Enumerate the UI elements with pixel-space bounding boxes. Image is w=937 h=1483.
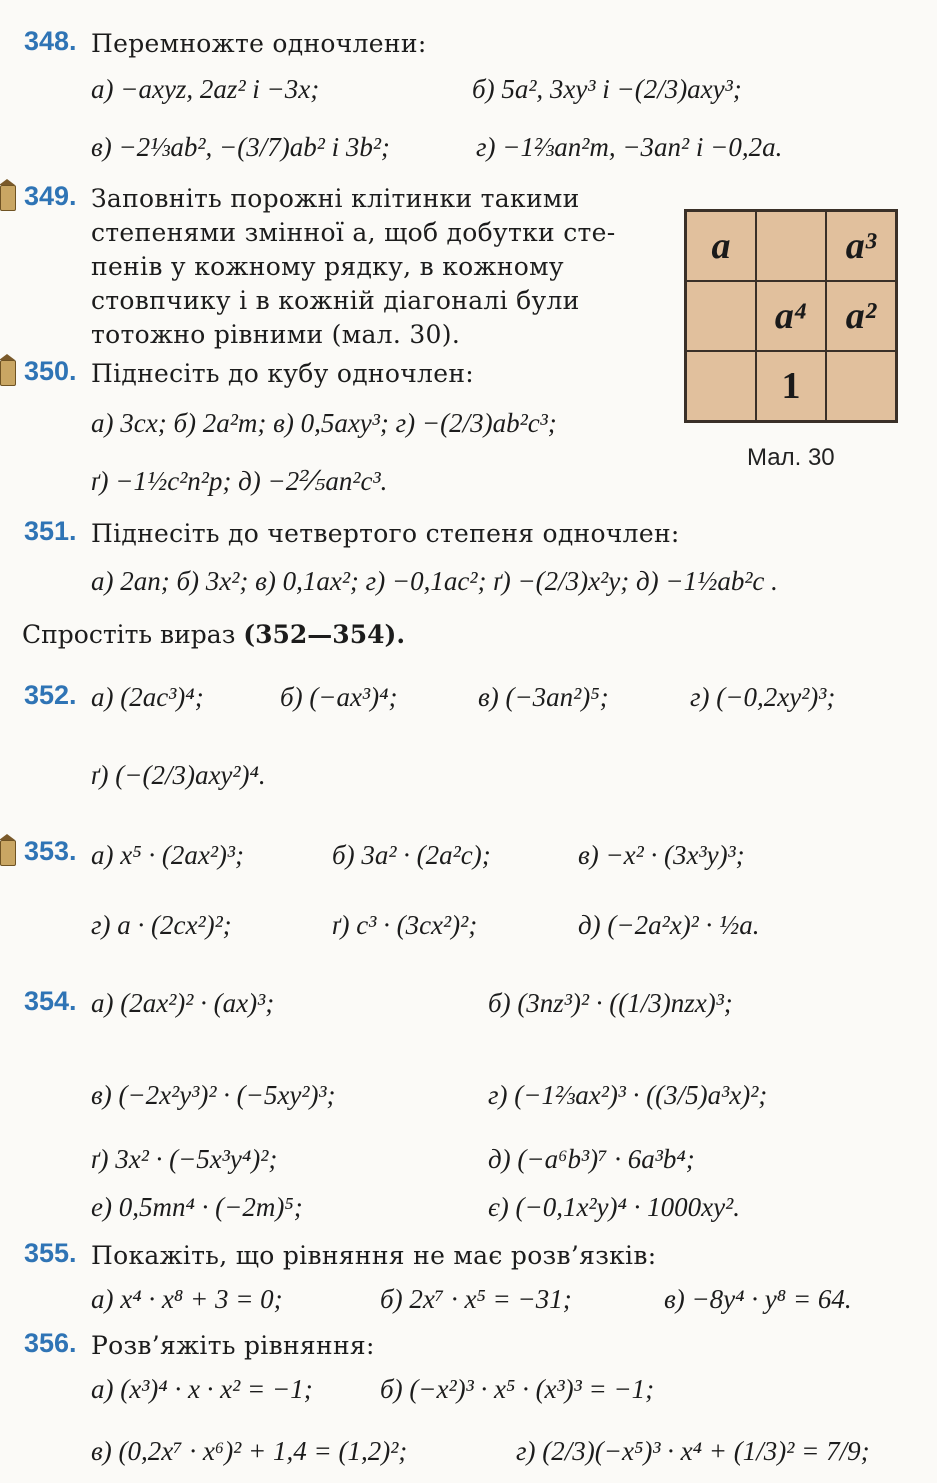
- exercise-number: 353.: [24, 836, 77, 866]
- grid-cell: [686, 351, 756, 421]
- grid-cell: [826, 351, 896, 421]
- exercise-row: [91, 988, 274, 1019]
- exercise-row: [91, 1436, 407, 1467]
- exercise-row: [91, 1284, 283, 1315]
- exercise-row: [516, 1436, 870, 1467]
- exercise-row: [91, 1144, 277, 1175]
- item: в) −8y⁴ · y⁸ = 64.: [664, 1284, 852, 1314]
- item: б) 2x⁷ · x⁵ = −31;: [380, 1284, 572, 1314]
- item: а) x⁵ · (2ax²)³;: [91, 840, 245, 870]
- text-line: пенів у кожному рядку, в кожному: [91, 252, 564, 281]
- item: б) (3nz³)² · ((1/3)nzx)³;: [488, 988, 733, 1018]
- item: ґ) −1½c²n²p; д) −2⅖an²c³.: [91, 466, 388, 496]
- exercise-row: [91, 1080, 336, 1111]
- exercise-row: [91, 1192, 303, 1223]
- exercise-row: [91, 466, 387, 497]
- magic-square-figure: [684, 209, 898, 423]
- section-heading-text: Спростіть вираз: [22, 620, 244, 649]
- exercise-row: [91, 682, 204, 713]
- figure-caption: Мал. 30: [747, 444, 835, 471]
- exercise-row: [280, 682, 397, 713]
- item: а) 2an; б) 3x²; в) 0,1ax²; г) −0,1ac²; ґ) −(2/3)x²y; д) −1½ab²c .: [91, 566, 778, 596]
- section-heading-range: (352—354).: [243, 620, 406, 649]
- exercise-row: [488, 1144, 695, 1175]
- exercise-row: [488, 988, 733, 1019]
- exercise-row: [472, 74, 742, 105]
- exercise-row: [91, 910, 232, 941]
- item: є) (−0,1x²y)⁴ · 1000xy².: [488, 1192, 740, 1222]
- exercise-row: [91, 74, 319, 105]
- exercise-number: 355.: [24, 1238, 77, 1268]
- exercise-title: Піднесіть до кубу одночлен:: [91, 359, 475, 388]
- item: ґ) c³ · (3cx²)²;: [332, 910, 478, 940]
- grid-cell: a: [686, 211, 756, 281]
- exercise-row: [578, 840, 745, 871]
- exercise-row: [664, 1284, 852, 1315]
- item: а) (2ac³)⁴;: [91, 682, 204, 712]
- exercise-number: 348.: [24, 26, 77, 56]
- exercise-row: [578, 910, 760, 941]
- item: а) x⁴ · x⁸ + 3 = 0;: [91, 1284, 283, 1314]
- grid-cell: a²: [826, 281, 896, 351]
- item: в) (0,2x⁷ · x⁶)² + 1,4 = (1,2)²;: [91, 1436, 408, 1466]
- exercise-row: [332, 840, 491, 871]
- exercise-row: [91, 760, 266, 791]
- exercise-title: Перемножте одночлени:: [91, 29, 427, 58]
- exercise-number: 350.: [24, 356, 77, 386]
- text-line: степенями змінної a, щоб добутки сте-: [91, 218, 616, 247]
- item: д) (−a⁶b³)⁷ · 6a³b⁴;: [488, 1144, 695, 1174]
- item: в) (−3an²)⁵;: [478, 682, 609, 712]
- grid-cell: [686, 281, 756, 351]
- exercise-number: 354.: [24, 986, 77, 1016]
- home-task-icon: [0, 840, 16, 866]
- exercise-number: 356.: [24, 1328, 77, 1358]
- item: в) −x² · (3x³y)³;: [578, 840, 745, 870]
- item: г) (2/3)(−x⁵)³ · x⁴ + (1/3)² = 7/9;: [516, 1436, 870, 1466]
- item: ґ) (−(2/3)axy²)⁴.: [91, 760, 266, 790]
- item: в) −2⅓ab², −(3/7)ab² і 3b²;: [91, 132, 390, 162]
- item: а) 3cx; б) 2a²m; в) 0,5axy³; г) −(2/3)ab²c³;: [91, 408, 557, 438]
- item: д) (−2a²x)² · ½a.: [578, 910, 760, 940]
- text-line: тотожно рівними (мал. 30).: [91, 320, 461, 349]
- exercise-row: [478, 682, 609, 713]
- item: г) (−1⅔ax²)³ · ((3/5)a³x)²;: [488, 1080, 768, 1110]
- item: б) 3a² · (2a²c);: [332, 840, 491, 870]
- exercise-number: 351.: [24, 516, 77, 546]
- exercise-row: [380, 1374, 654, 1405]
- item: в) (−2x²y³)² · (−5xy²)³;: [91, 1080, 336, 1110]
- exercise-row: [91, 840, 244, 871]
- exercise-row: [476, 132, 782, 163]
- exercise-row: [91, 132, 390, 163]
- text-line: Заповніть порожні клітинки такими: [91, 184, 580, 213]
- home-task-icon: [0, 360, 16, 386]
- exercise-title: Піднесіть до четвертого степеня одночлен:: [91, 519, 680, 548]
- exercise-row: [91, 1374, 313, 1405]
- grid-cell: 1: [756, 351, 826, 421]
- exercise-title: Покажіть, що рівняння не має розв’язків:: [91, 1241, 657, 1270]
- exercise-row: [690, 682, 835, 713]
- item: г) −1⅔an²m, −3an² і −0,2a.: [476, 132, 783, 162]
- item: ґ) 3x² · (−5x³y⁴)²;: [91, 1144, 278, 1174]
- item: б) (−x²)³ · x⁵ · (x³)³ = −1;: [380, 1374, 655, 1404]
- exercise-text: [91, 182, 616, 352]
- exercise-title: Розв’яжіть рівняння:: [91, 1331, 375, 1360]
- exercise-row: [488, 1192, 740, 1223]
- exercise-row: [91, 408, 557, 439]
- item: а) (2ax²)² · (ax)³;: [91, 988, 275, 1018]
- home-task-icon: [0, 185, 16, 211]
- exercise-row: [380, 1284, 572, 1315]
- item: г) a · (2cx²)²;: [91, 910, 232, 940]
- item: б) (−ax³)⁴;: [280, 682, 398, 712]
- exercise-row: [488, 1080, 767, 1111]
- exercise-row: [91, 566, 778, 597]
- grid-cell: a⁴: [756, 281, 826, 351]
- exercise-number: 352.: [24, 680, 77, 710]
- exercise-row: [332, 910, 477, 941]
- item: б) 5a², 3xy³ і −(2/3)axy³;: [472, 74, 742, 104]
- item: а) (x³)⁴ · x · x² = −1;: [91, 1374, 313, 1404]
- grid-cell: [756, 211, 826, 281]
- text-line: стовпчику і в кожній діагоналі були: [91, 286, 580, 315]
- grid-cell: a³: [826, 211, 896, 281]
- item: г) (−0,2xy²)³;: [690, 682, 836, 712]
- section-heading: [22, 620, 405, 649]
- item: е) 0,5mn⁴ · (−2m)⁵;: [91, 1192, 303, 1222]
- exercise-number: 349.: [24, 181, 77, 211]
- item: а) −axyz, 2az² і −3x;: [91, 74, 320, 104]
